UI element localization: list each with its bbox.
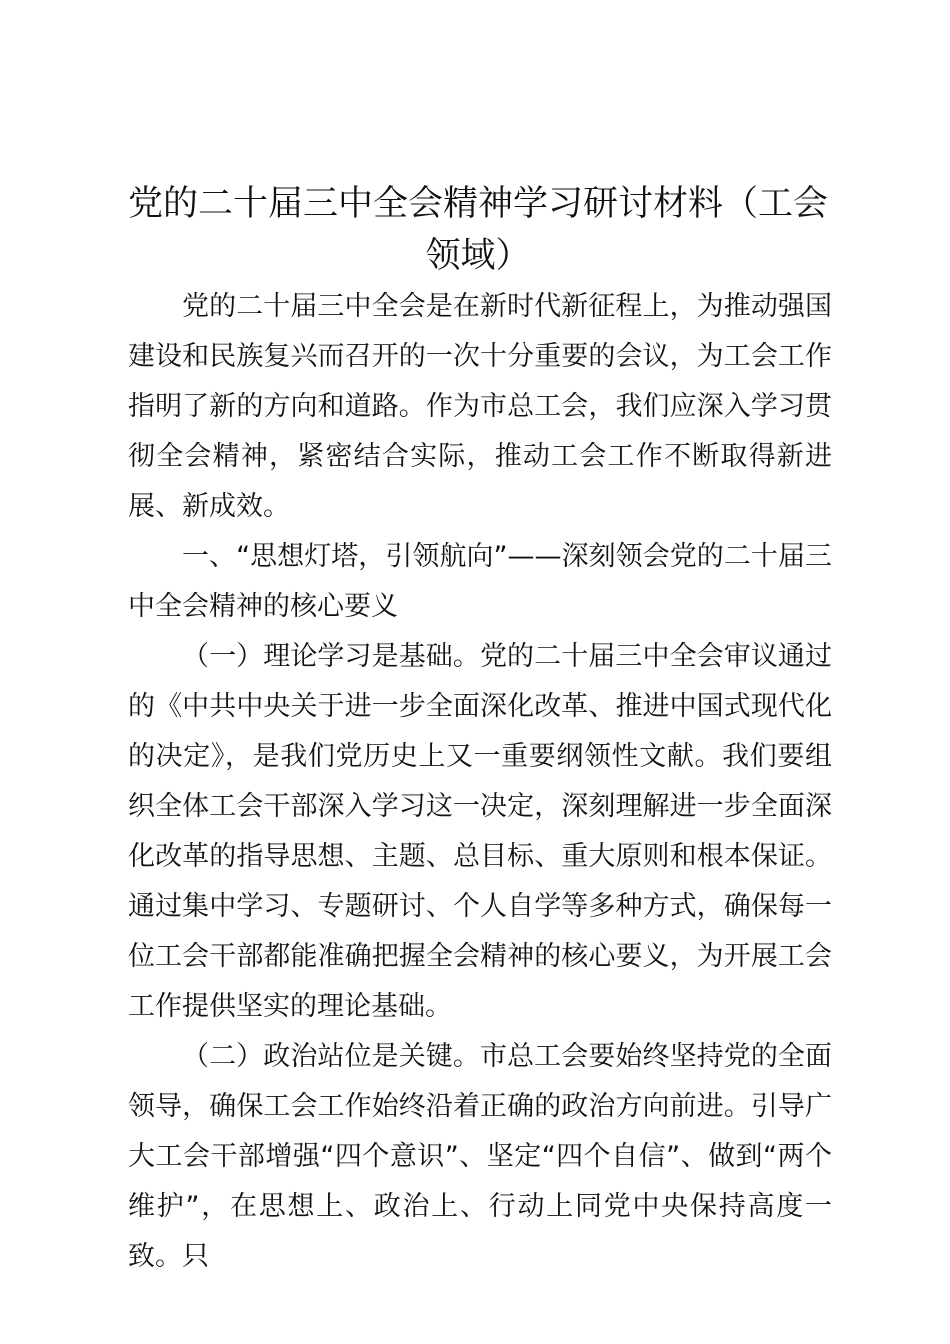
document-body [128,282,832,1282]
subsection-paragraph-1: （一）理论学习是基础。党的二十届三中全会审议通过的《中共中央关于进一步全面深化改革、推进中国式现代化的决定》，是我们党历史上又一重要纲领性文献。我们要组织全体工会干部深入学习这一决定，深刻理解进一步全面深化改革的指导思想、主题、总目标、重大原则和根本保证。通过集中学习、专题研讨、个人自学等多种方式，确保每一位工会干部都能准确把握全会精神的核心要义，为开展工会工作提供坚实的理论基础。 [128,641,832,1022]
intro-paragraph: 党的二十届三中全会是在新时代新征程上，为推动强国建设和民族复兴而召开的一次十分重要的会议，为工会工作指明了新的方向和道路。作为市总工会，我们应深入学习贯彻全会精神，紧密结合实际，推动工会工作不断取得新进展、新成效。 [128,291,832,522]
document-title: 党的二十届三中全会精神学习研讨材料（工会领域） [127,184,828,276]
section-heading-1: 一、“思想灯塔，引领航向”——深刻领会党的二十届三中全会精神的核心要义 [128,541,832,622]
subsection-paragraph-2: （二）政治站位是关键。市总工会要始终坚持党的全面领导，确保工会工作始终沿着正确的政治方向前进。引导广大工会干部增强“四个意识”、坚定“四个自信”、做到“两个维护”，在思想上、政治上、行动上同党中央保持高度一致。只 [128,1041,832,1272]
